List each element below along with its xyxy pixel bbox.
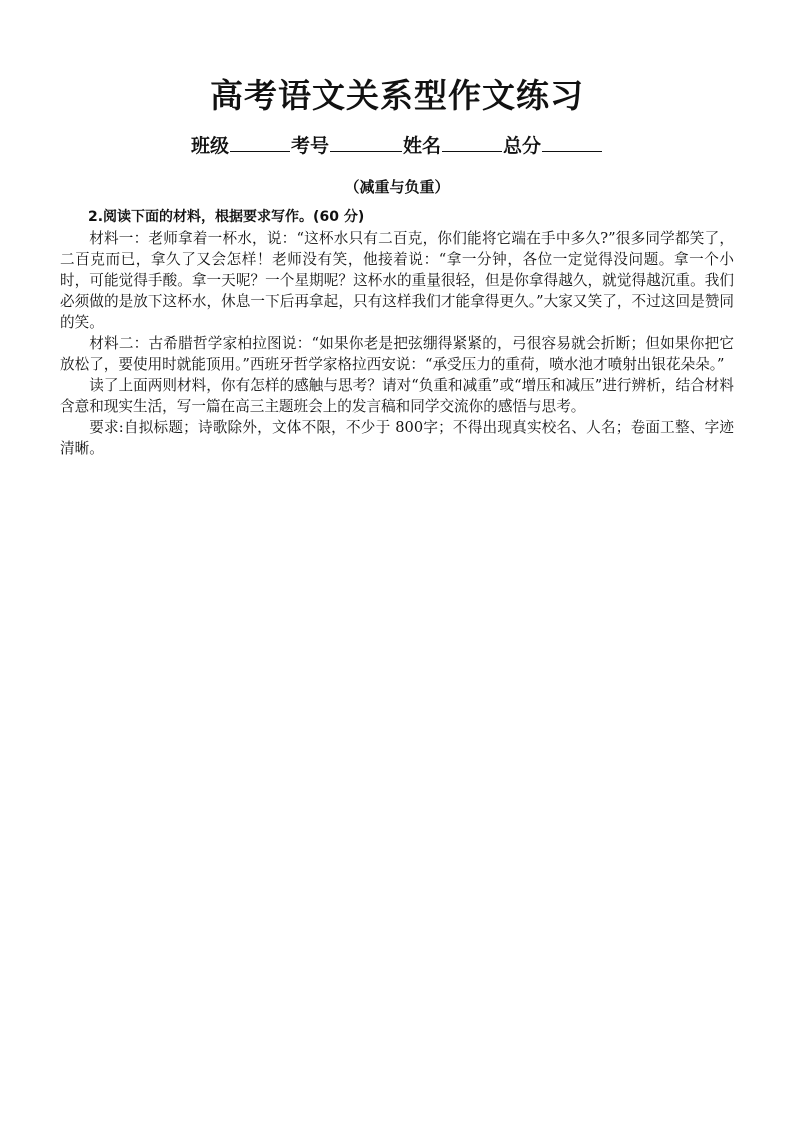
number-label: 考号 xyxy=(290,135,329,157)
material-one-paragraph: 材料一：老师拿着一杯水，说：“这杯水只有二百克，你们能将它端在手中多久?”很多同学都笑了，二百克而已，拿久了又会怎样！老师没有笑，他接着说：“拿一分钟，各位一定觉得没问题。拿一个小时，可能觉得手酸。拿一天呢？一个星期呢？这杯水的重量很轻，但是你拿得越久，就觉得越沉重。我们必须做的是放下这杯水，休息一下后再拿起，只有这样我们才能拿得更久。”大家又笑了，不过这回是赞同的笑。 xyxy=(60,230,734,331)
score-label: 总分 xyxy=(503,135,542,157)
essay-topic-subtitle: （减重与负重） xyxy=(344,178,450,196)
question-prompt: 2.阅读下面的材料，根据要求写作。(60 分) xyxy=(88,209,365,225)
material-two-paragraph: 材料二：古希腊哲学家柏拉图说：“如果你老是把弦绷得紧紧的，弓很容易就会折断；但如果你把它放松了，要使用时就能顶用。”西班牙哲学家格拉西安说：“承受压力的重荷，喷水池才喷射出银花朵朵。” xyxy=(60,335,734,373)
requirements-paragraph: 要求:自拟标题；诗歌除外，文体不限，不少于 800字；不得出现真实校名、人名；卷面工整、字迹清晰。 xyxy=(60,419,734,457)
task-paragraph: 读了上面两则材料，你有怎样的感触与思考？请对“负重和减重”或“增压和减压”进行辨析，结合材料含意和现实生活，写一篇在高三主题班会上的发言稿和同学交流你的感悟与思考。 xyxy=(60,377,734,415)
name-blank xyxy=(442,133,502,152)
student-info-line xyxy=(0,131,794,158)
number-blank xyxy=(330,133,402,152)
page-title: 高考语文关系型作文练习 xyxy=(210,76,584,115)
class-label: 班级 xyxy=(190,135,229,157)
class-blank xyxy=(230,133,290,152)
question-content xyxy=(60,207,734,459)
score-blank xyxy=(542,133,602,152)
name-label: 姓名 xyxy=(403,135,442,157)
